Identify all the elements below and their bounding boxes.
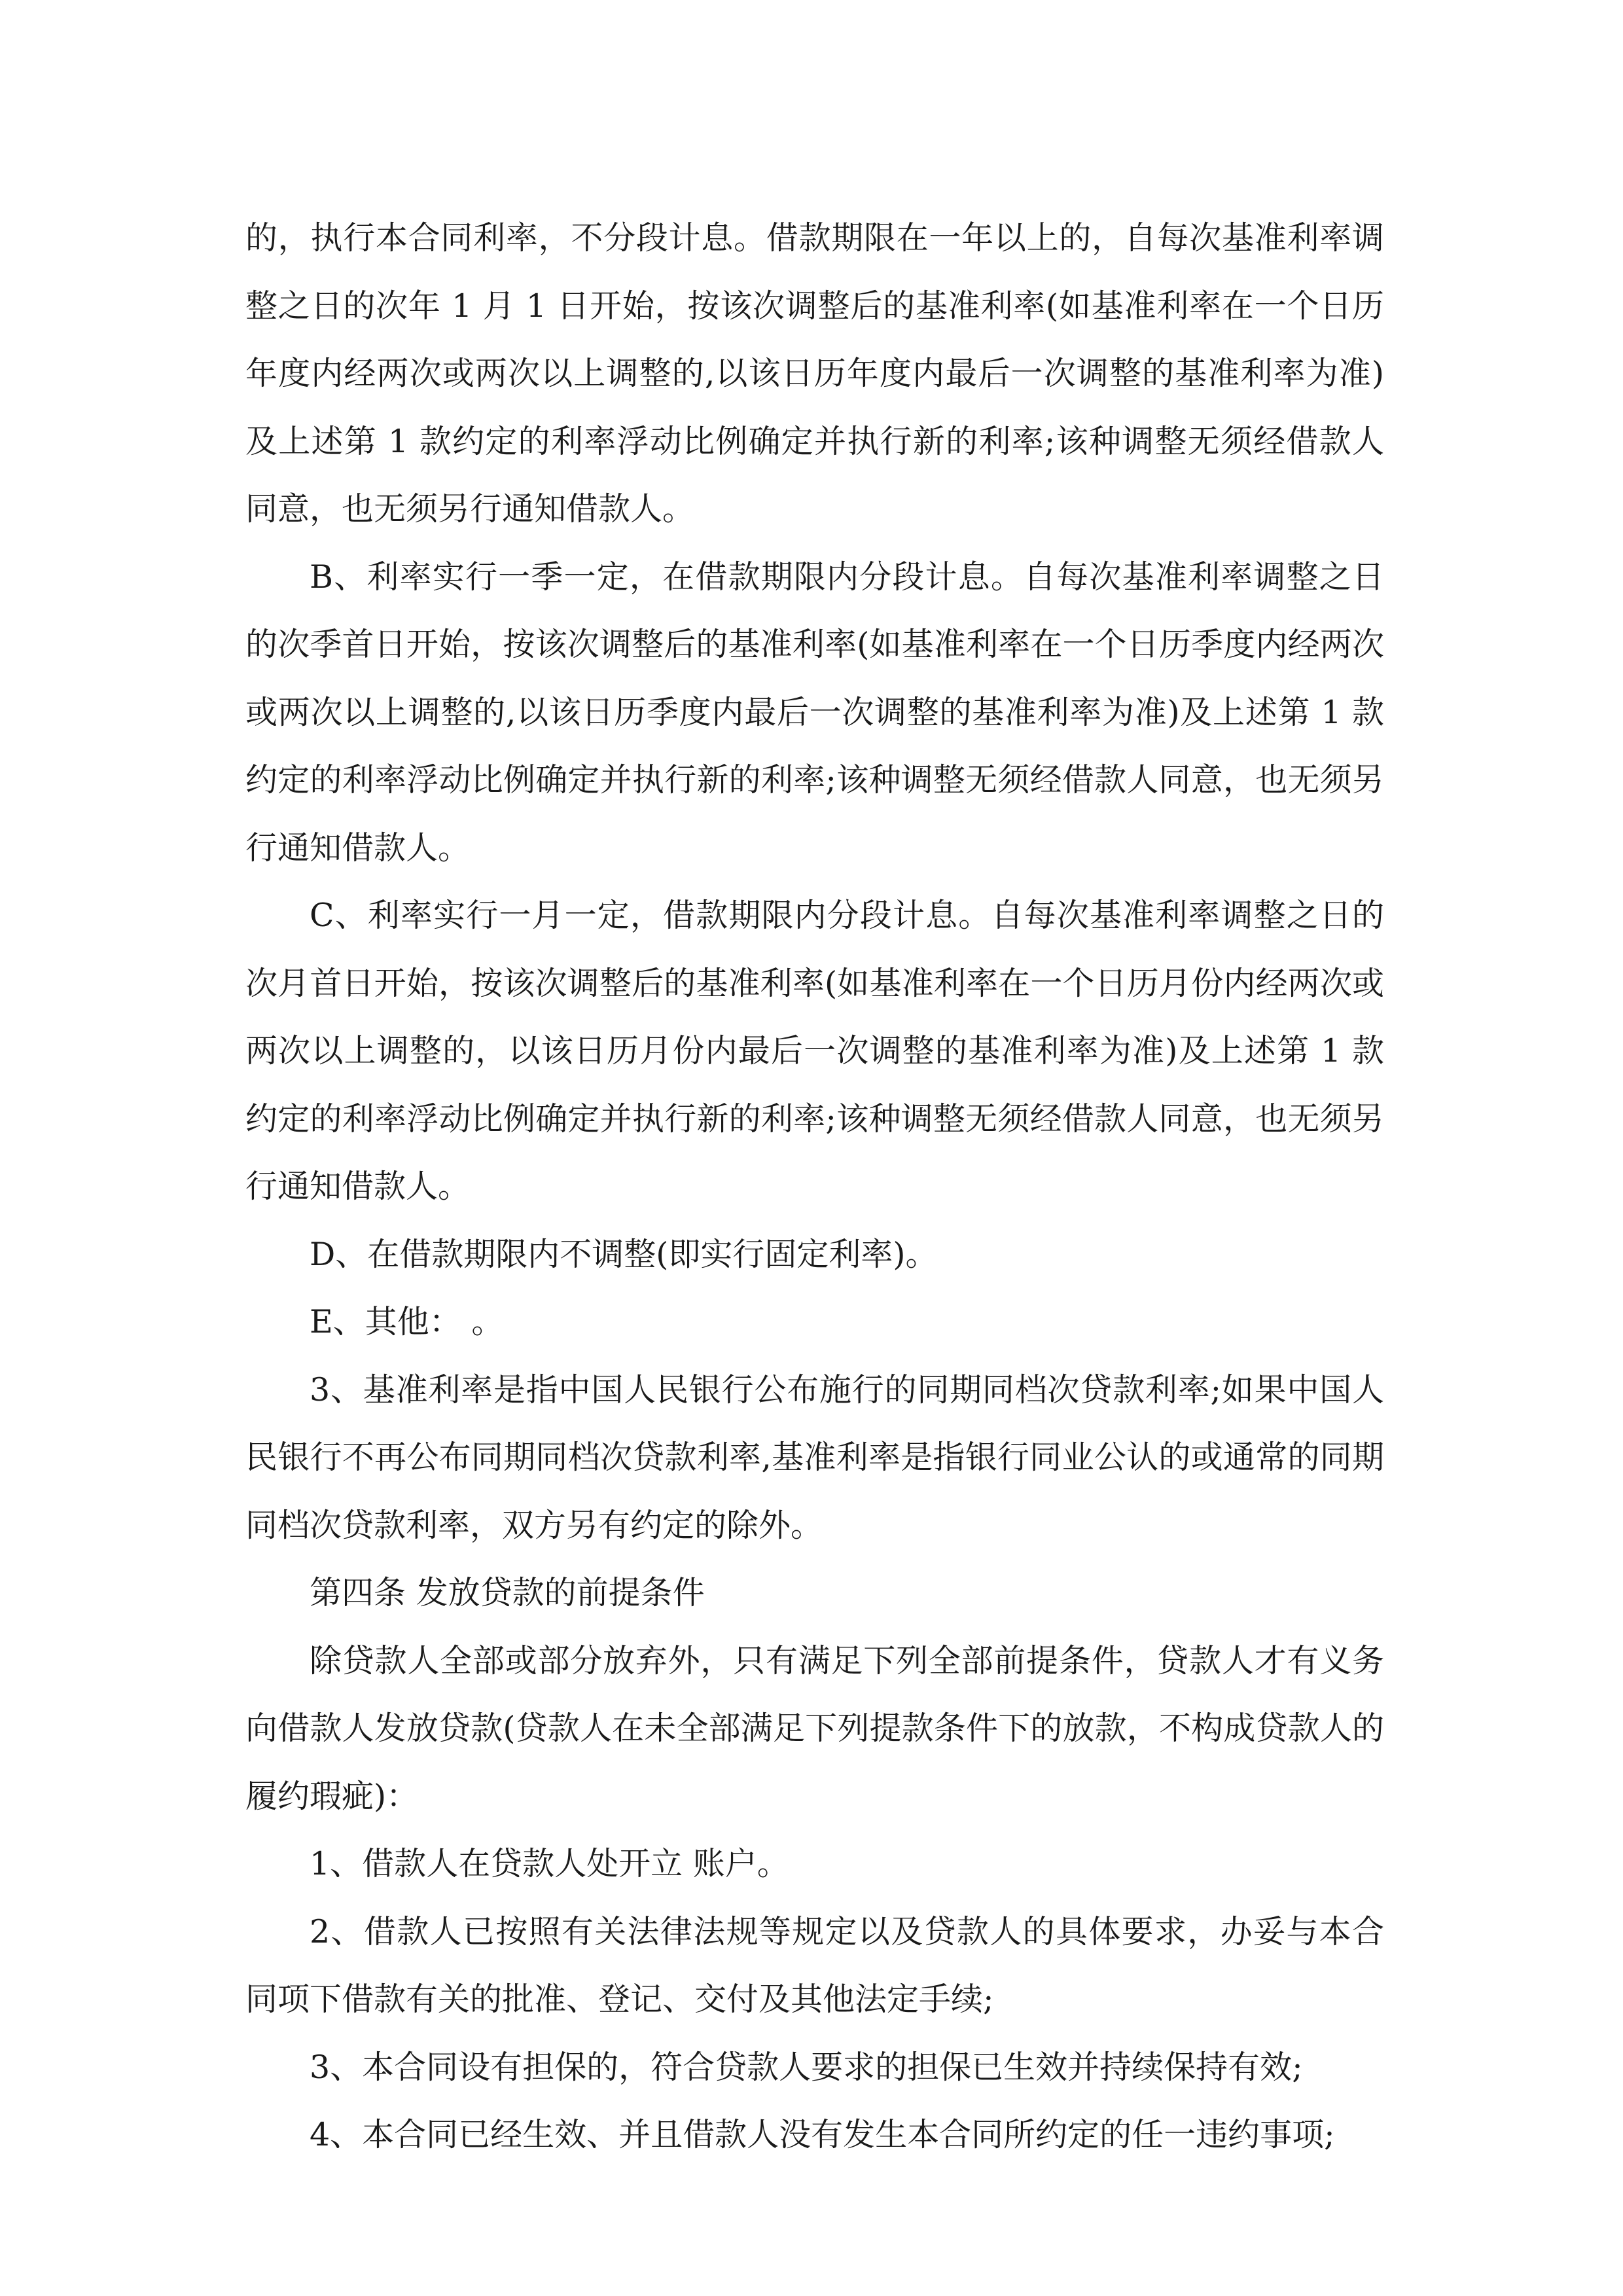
paragraph-base-rate-definition: 3、基准利率是指中国人民银行公布施行的同期同档次贷款利率;如果中国人民银行不再公布同期同档次贷款利率,基准利率是指银行同业公认的或通常的同期同档次贷款利率，双方另有约定的除外。 xyxy=(245,1371,1384,1544)
section-heading-article-4: 第四条 发放贷款的前提条件 xyxy=(310,1574,705,1611)
paragraph-option-b: B、利率实行一季一定，在借款期限内分段计息。自每次基准利率调整之日的次季首日开始，按该次调整后的基准利率(如基准利率在一个日历季度内经两次或两次以上调整的,以该日历季度内最后一次调整的基准利率为准)及上述第 1 款约定的利率浮动比例确定并执行新的利率;该种调整无须经借款人同意，也无须另行通知借款人。 xyxy=(245,558,1384,867)
paragraph-continuation: 的，执行本合同利率，不分段计息。借款期限在一年以上的，自每次基准利率调整之日的次年 1 月 1 日开始，按该次调整后的基准利率(如基准利率在一个日历年度内经两次或两次以上调整的,以该日历年度内最后一次调整的基准利率为准)及上述第 1 款约定的利率浮动比例确定并执行新的利率;该种调整无须经借款人同意，也无须另行通知借款人。 xyxy=(245,219,1384,528)
paragraph-preconditions-intro: 除贷款人全部或部分放弃外，只有满足下列全部前提条件，贷款人才有义务向借款人发放贷款(贷款人在未全部满足下列提款条件下的放款，不构成贷款人的履约瑕疵)： xyxy=(245,1641,1384,1815)
paragraph-option-e: E、其他： 。 xyxy=(310,1303,504,1340)
list-item-condition-2: 2、借款人已按照有关法律法规等规定以及贷款人的具体要求，办妥与本合同项下借款有关的批准、登记、交付及其他法定手续; xyxy=(245,1912,1384,2018)
paragraph-option-d: D、在借款期限内不调整(即实行固定利率)。 xyxy=(310,1235,938,1273)
paragraph-option-c: C、利率实行一月一定，借款期限内分段计息。自每次基准利率调整之日的次月首日开始，按该次调整后的基准利率(如基准利率在一个日历月份内经两次或两次以上调整的，以该日历月份内最后一次调整的基准利率为准)及上述第 1 款约定的利率浮动比例确定并执行新的利率;该种调整无须经借款人同意，也无须另行通知借款人。 xyxy=(245,897,1384,1205)
document-body xyxy=(245,204,1384,2169)
list-item-condition-3: 3、本合同设有担保的，符合贷款人要求的担保已生效并持续保持有效; xyxy=(310,2048,1303,2086)
list-item-condition-1: 1、借款人在贷款人处开立 账户。 xyxy=(310,1845,789,1882)
list-item-condition-4: 4、本合同已经生效、并且借款人没有发生本合同所约定的任一违约事项; xyxy=(310,2116,1335,2153)
